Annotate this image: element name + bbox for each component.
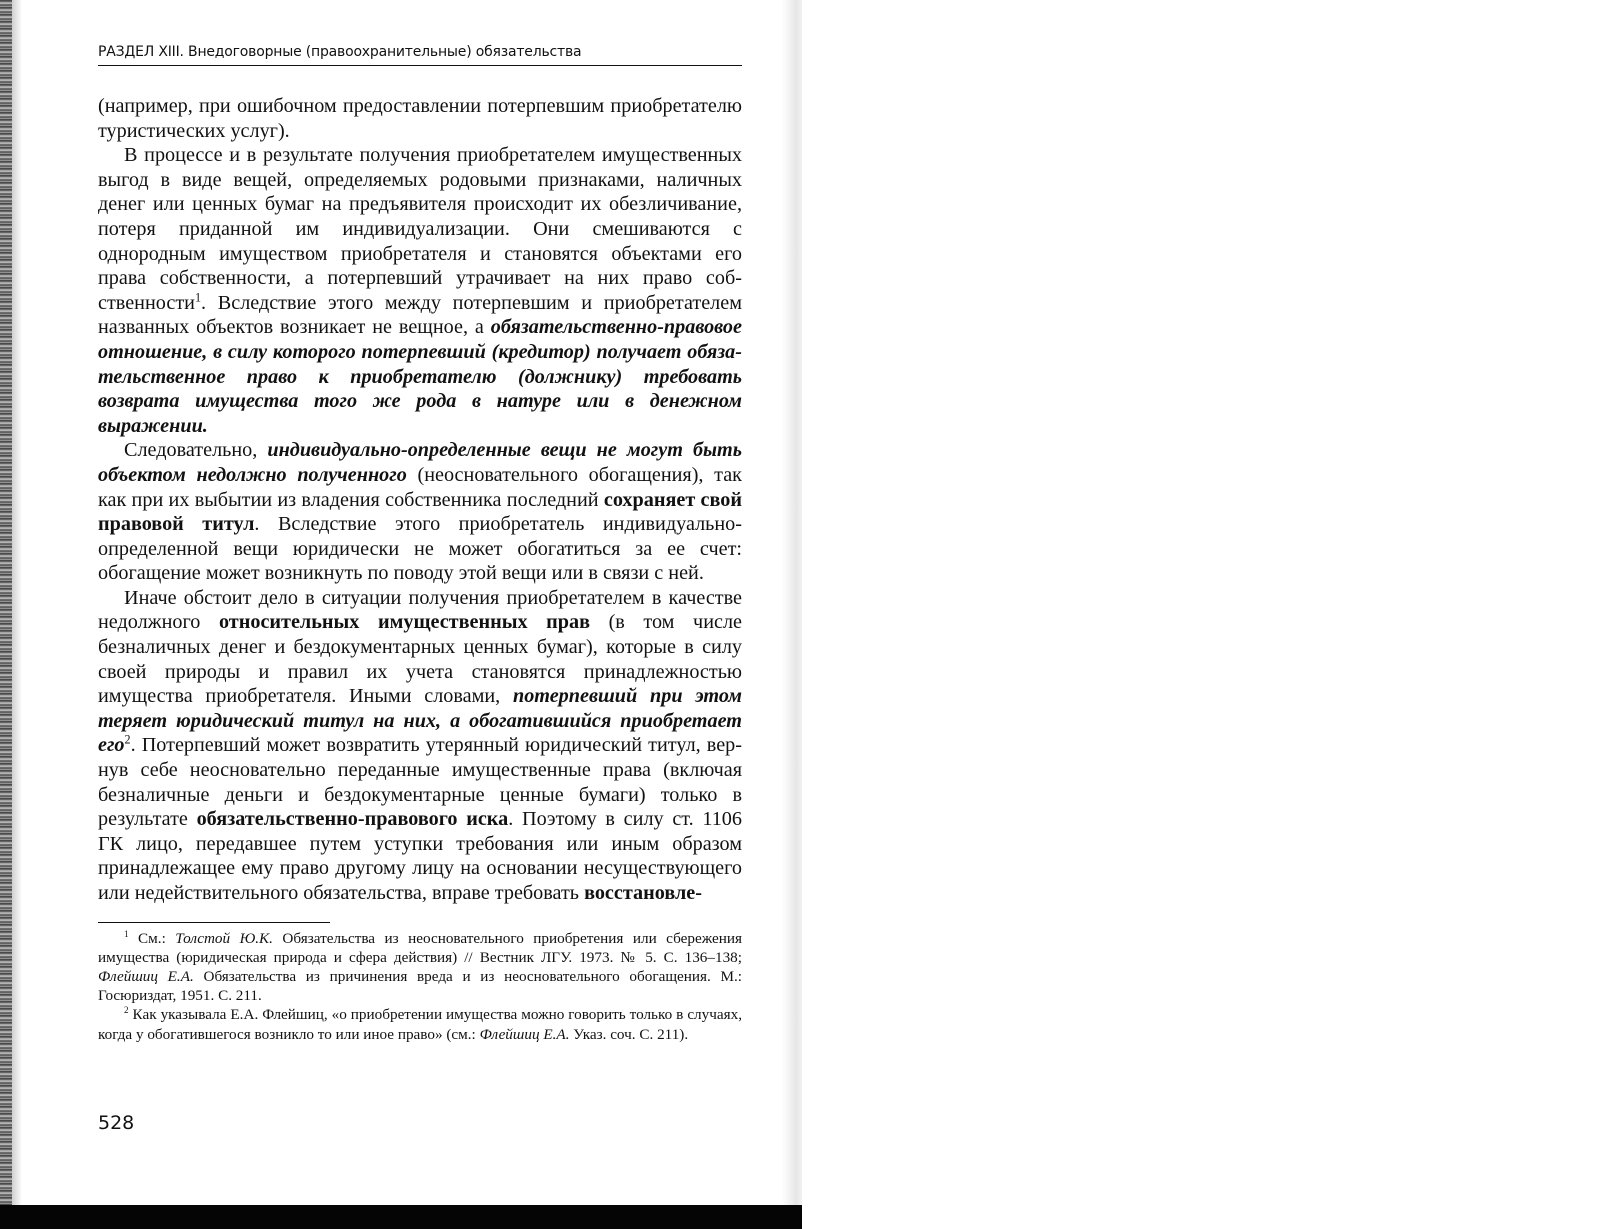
scan-bottom-edge: [0, 1205, 802, 1229]
paragraph: [98, 143, 742, 438]
book-page: [98, 38, 742, 1044]
scan-left-edge: [0, 0, 12, 1229]
footnotes: [98, 929, 742, 1044]
text-run: . Потерпевший может возвратить утерянный юридический титул, вернув себе неосновательно переданные имущественные права (включая безналичные деньги и бездокументарные ценные бумаги) только в результате: [98, 734, 742, 831]
footnote: [98, 929, 742, 1006]
text-run: В процессе и в результате получения приобретателем имущественных выгод в виде вещей, определяемых родовыми признаками, наличных денег или ценных бумаг на предъявителя происходит их обезличивание, потеря приданной им индивидуализации. Они смешиваются с однородным имуществом приобретателя и становятся объектами его права собственности, а потерпевший утрачивает на них право собственности: [98, 144, 742, 314]
text-run: относительных имущественных прав: [218, 611, 590, 634]
text-run: (неосновательного обогащения), так как при их выбытии из владения собственника последний: [98, 463, 742, 511]
text-run: . Вследствие этого между потерпевшим и приобретателем названных объектов возникает не вещное, а: [98, 291, 742, 339]
scan-left-edge-shadow: [12, 0, 22, 1229]
footnote-rule: [98, 922, 330, 923]
footnote: [98, 1005, 742, 1043]
footnote-marker[interactable]: 2: [124, 1005, 129, 1016]
text-run: индивидуально-определенные вещи не могут быть объектом недолжно полученного: [98, 439, 742, 486]
paragraph: [98, 438, 742, 586]
text-run: Следовательно,: [124, 439, 268, 462]
text-run: (в том числе безналичных денег и бездокументарных ценных бумаг), которые в силу своей природы и правил их учета становятся принадлежностью имущества приобретателя. Иными словами,: [98, 611, 742, 708]
text-run: Обязательства из неосновательного приобретения или сбережения имущества (юридическая природа и сфера действия) // Вестник ЛГУ. 1973. № 5. С. 136–138;: [98, 929, 742, 966]
text-run: Флейшиц Е.А.: [479, 1025, 570, 1043]
text-run: Обязательства из причинения вреда и из неосновательного обогащения. М.: Госюриздат, 1951. С. 211.: [98, 968, 742, 1005]
blank-right-page: [802, 0, 1600, 1229]
text-run: Иначе обстоит дело в ситуации получения приобретателем в качестве недолжного: [98, 586, 742, 634]
paragraph: [98, 586, 742, 906]
text-run: сохраняет свой правовой титул: [98, 488, 742, 536]
running-head: РАЗДЕЛ XIII. Внедоговорные (правоохранительные) обязательства: [98, 44, 742, 66]
text-run: Как указывала Е.А. Флейшиц, «о приобретении имущества можно говорить только в случаях, когда у обогатившегося возникло то или иное право» (см.:: [98, 1006, 742, 1043]
page-number: 528: [98, 1112, 135, 1134]
footnote-marker[interactable]: 2: [124, 732, 131, 747]
text-run: (например, при ошибочном предоставлении потерпевшим приобретателю туристических услуг).: [98, 95, 742, 142]
text-run: Толстой Ю.К.: [175, 929, 273, 947]
text-run: восстановле-: [584, 882, 702, 904]
text-run: потерпевший при этом теряет юридический титул на них, а обогатившийся приобретает его: [98, 685, 742, 757]
text-run: . Поэтому в силу ст. 1106 ГК лицо, передавшее путем уступки требования или иным образом принадлежащее ему право другому лицу на основании несуществующего или недействительного обязательства, вправе требовать: [98, 808, 742, 904]
text-run: обязательственно-правовое отношение, в силу которого потерпевший (кредитор) получает обязательственное право к приобретателю (должнику) требовать возврата имущества того же рода в натуре или в денежном выражении.: [98, 316, 742, 437]
footnote-marker[interactable]: 1: [194, 290, 202, 305]
text-run: обязательственно-правового иска: [196, 808, 509, 831]
body-text: [98, 94, 742, 906]
text-run: . Вследствие этого приобретатель индивидуально-определенной вещи юридически не может обогатиться за ее счет: обогащение может возникнуть по поводу этой вещи или в связи с ней.: [98, 513, 742, 585]
text-run: Указ. соч. С. 211).: [569, 1025, 689, 1043]
text-run: Флейшиц Е.А.: [98, 968, 194, 985]
footnote-marker[interactable]: 1: [124, 928, 129, 939]
paragraph: [98, 94, 742, 143]
text-run: См.:: [128, 929, 176, 947]
